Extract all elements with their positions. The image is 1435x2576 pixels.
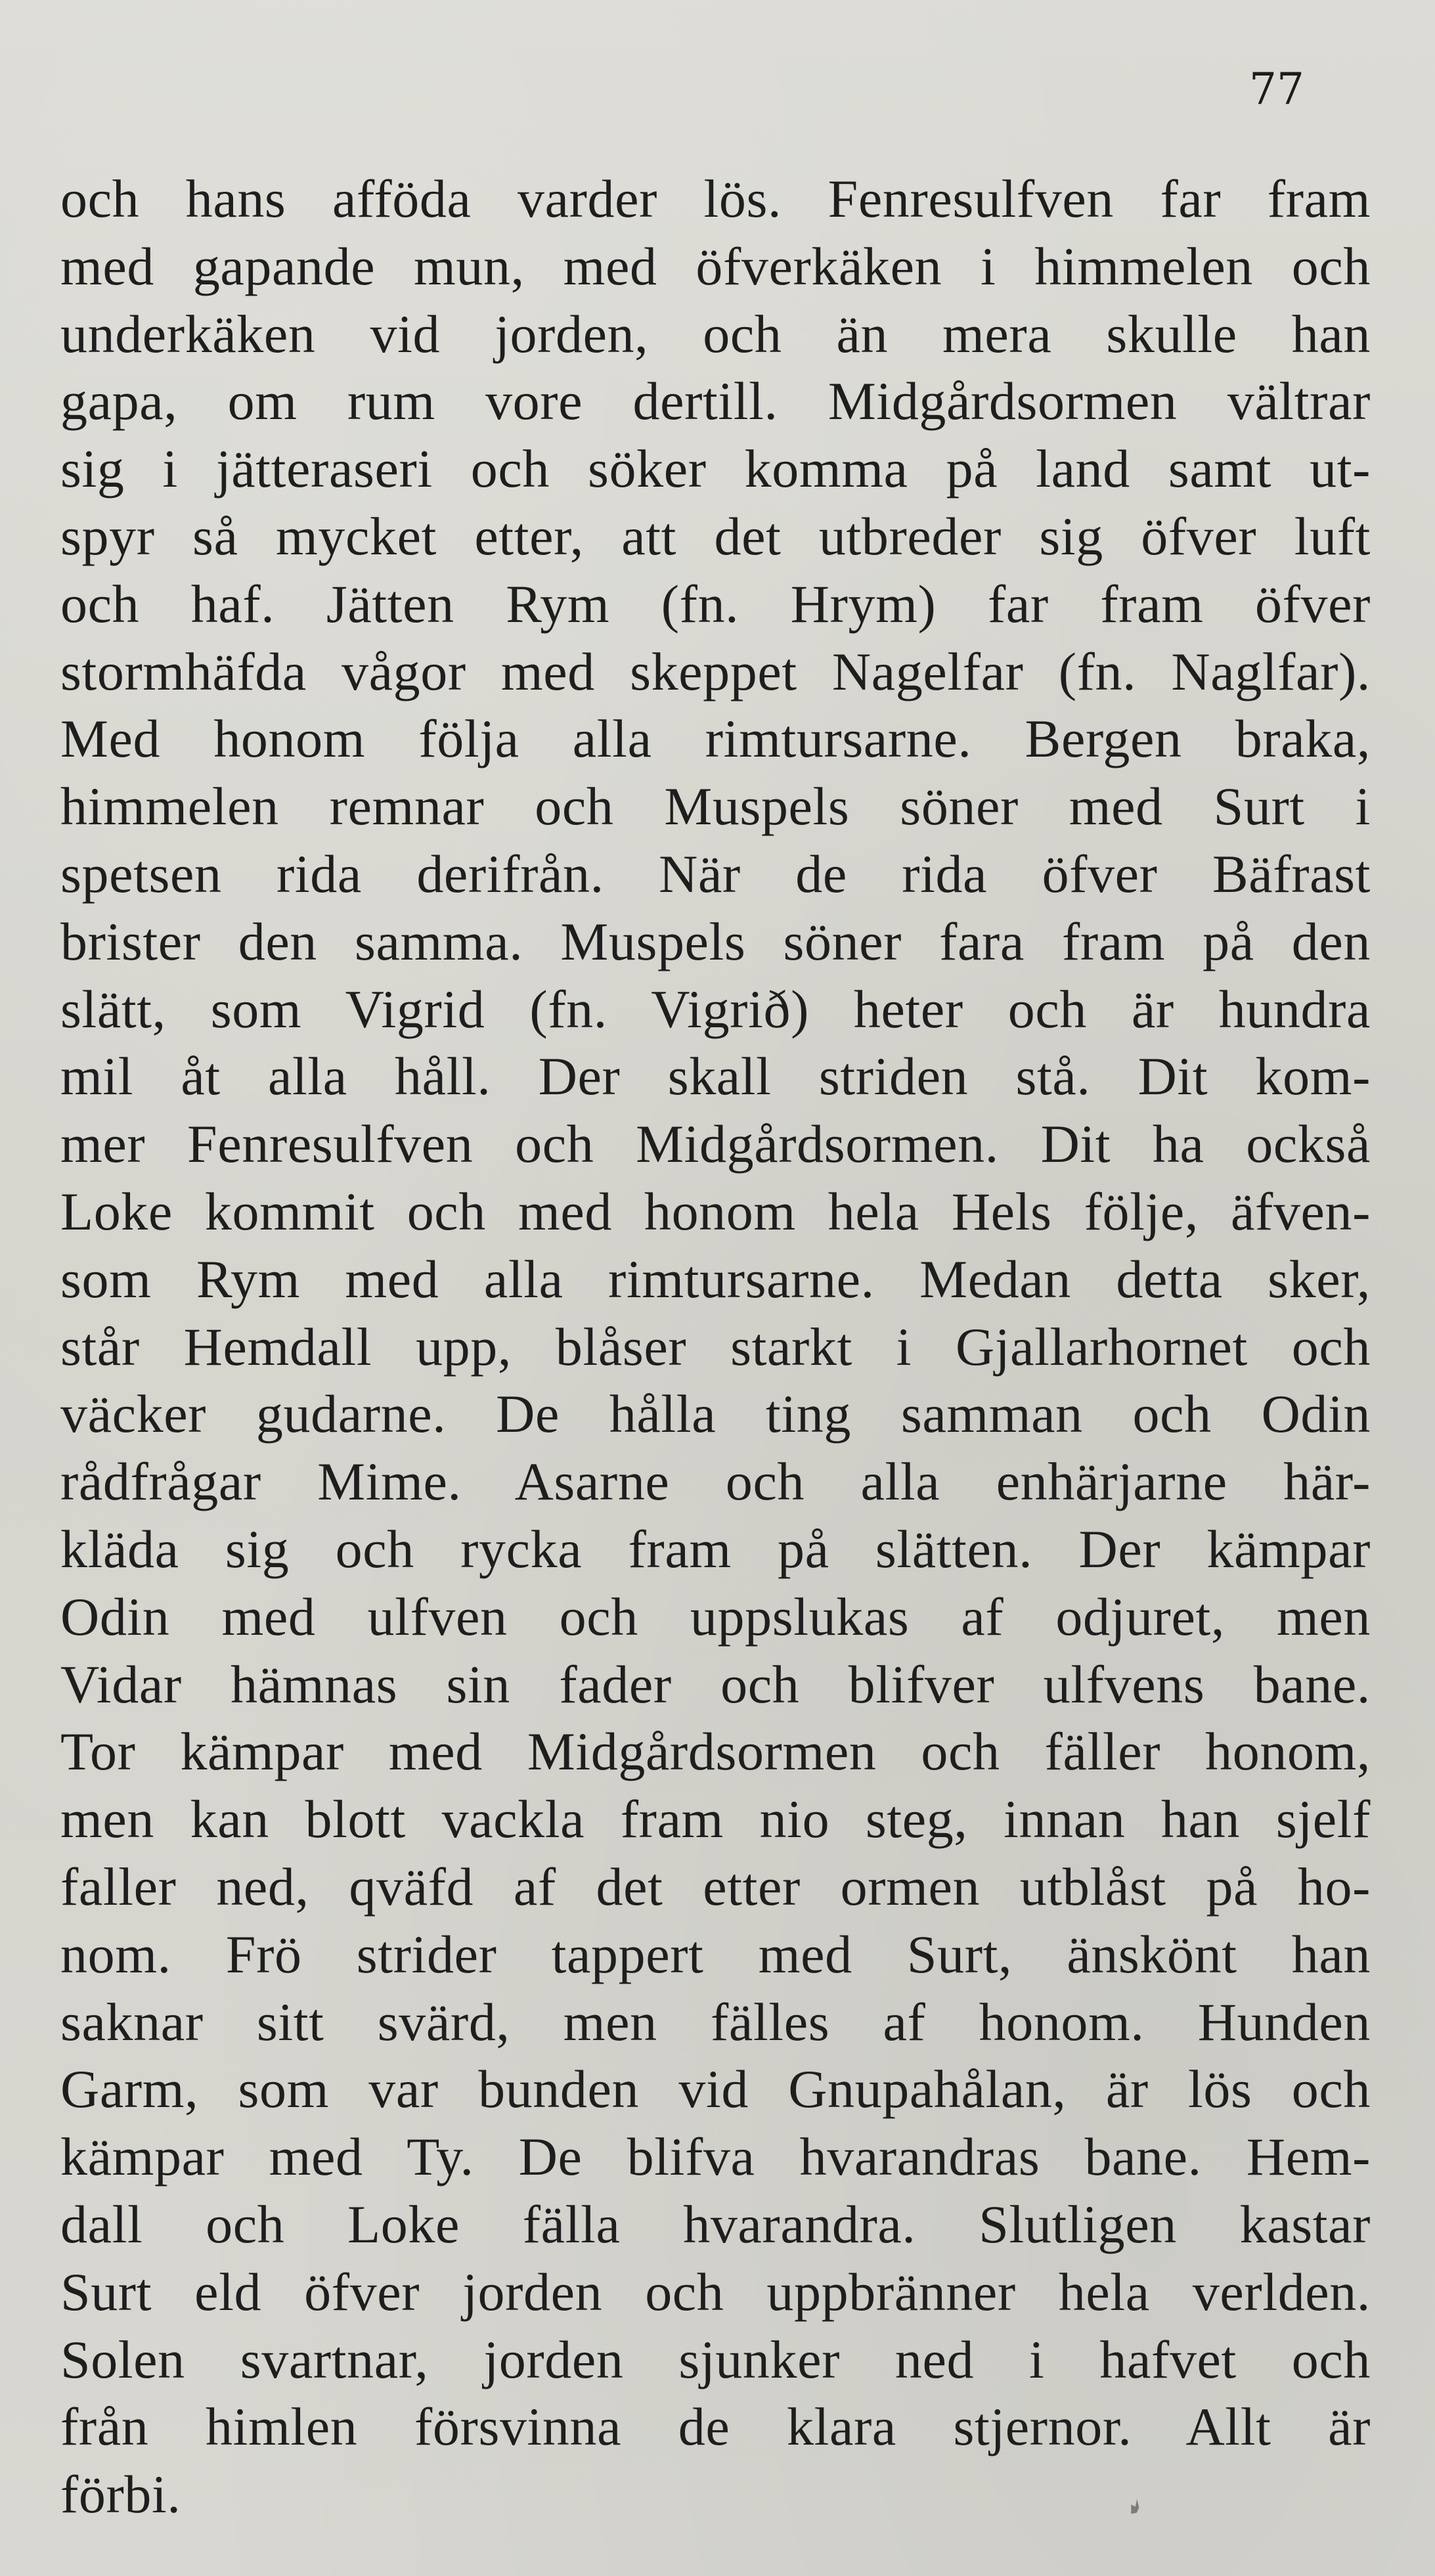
text-line: Surt eld öfver jorden och uppbränner hela verlden. — [60, 2261, 1371, 2322]
text-line: kläda sig och rycka fram på slätten. Der kämpar — [60, 1519, 1371, 1579]
text-line: Med honom följa alla rimtursarne. Bergen braka, — [60, 709, 1371, 769]
text-line: väcker gudarne. De hålla ting samman och Odin — [60, 1384, 1371, 1444]
text-line: dall och Loke fälla hvarandra. Slutligen kastar — [60, 2194, 1371, 2254]
text-line: mil åt alla håll. Der skall striden stå. Dit kom- — [60, 1046, 1371, 1107]
text-line: sig i jätteraseri och söker komma på land samt ut- — [60, 439, 1371, 499]
text-line: Odin med ulfven och uppslukas af odjuret, men — [60, 1586, 1371, 1647]
text-line: brister den samma. Muspels söner fara fram på den — [60, 911, 1371, 971]
text-line: kämpar med Ty. De blifva hvarandras bane. Hem- — [60, 2127, 1371, 2187]
text-line: Loke kommit och med honom hela Hels följe, äfven- — [60, 1181, 1371, 1241]
text-line: spetsen rida derifrån. När de rida öfver Bäfrast — [60, 843, 1371, 904]
page-number: 77 — [1249, 64, 1304, 114]
text-line: slätt, som Vigrid (fn. Vigrið) heter och är hundra — [60, 979, 1371, 1039]
text-line: saknar sitt svärd, men fälles af honom. Hunden — [60, 1991, 1371, 2052]
text-line: nom. Frö strider tappert med Surt, änskönt han — [60, 1924, 1371, 1984]
text-line: gapa, om rum vore dertill. Midgårdsormen vältrar — [60, 371, 1371, 432]
text-line: Garm, som var bunden vid Gnupahålan, är lös och — [60, 2059, 1371, 2120]
text-line: Vidar hämnas sin fader och blifver ulfvens bane. — [60, 1654, 1371, 1714]
text-line: rådfrågar Mime. Asarne och alla enhärjarne här- — [60, 1452, 1371, 1512]
text-line: och haf. Jätten Rym (fn. Hrym) far fram öfver — [60, 573, 1371, 634]
text-line: förbi. — [60, 2464, 181, 2525]
text-line: underkäken vid jorden, och än mera skulle han — [60, 303, 1371, 364]
text-line: Tor kämpar med Midgårdsormen och fäller honom, — [60, 1721, 1371, 1782]
text-line: med gapande mun, med öfverkäken i himmelen och — [60, 236, 1371, 296]
text-line: som Rym med alla rimtursarne. Medan detta sker, — [60, 1249, 1371, 1309]
body-text — [60, 166, 1371, 2529]
text-line: faller ned, qväfd af det etter ormen utblåst på ho- — [60, 1856, 1371, 1917]
text-line: himmelen remnar och Muspels söner med Surt i — [60, 776, 1371, 837]
text-line: spyr så mycket etter, att det utbreder sig öfver luft — [60, 506, 1371, 566]
text-line: Solen svartnar, jorden sjunker ned i hafvet och — [60, 2329, 1371, 2389]
text-line: och hans afföda varder lös. Fenresulfven far fram — [60, 169, 1371, 229]
text-line: men kan blott vackla fram nio steg, innan han sjelf — [60, 1789, 1371, 1850]
text-line: från himlen försvinna de klara stjernor. Allt är — [60, 2397, 1371, 2457]
text-line: står Hemdall upp, blåser starkt i Gjallarhornet och — [60, 1316, 1371, 1377]
text-line: stormhäfda vågor med skeppet Nagelfar (fn. Naglfar). — [60, 641, 1371, 701]
text-line: mer Fenresulfven och Midgårdsormen. Dit ha också — [60, 1114, 1371, 1174]
